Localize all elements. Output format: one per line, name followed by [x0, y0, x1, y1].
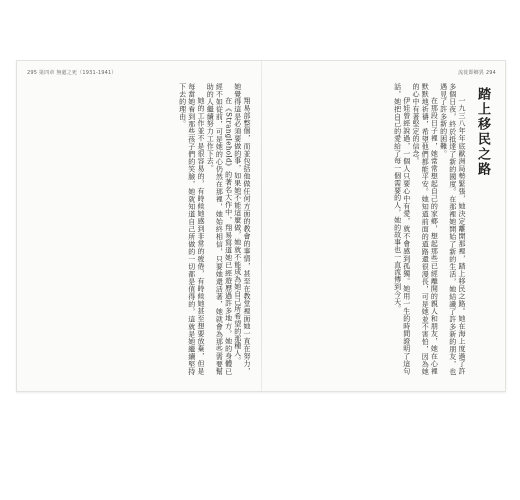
left-page-header: 295 第四章 無處之死（1931-1941）	[27, 70, 117, 76]
right-paragraph: 伊娃曾經說過，一個人只要心中有愛，就不會感到孤獨。她用一生的時間證明了這句話，她把自己的愛給了每一個需要的人，她的故事也一直流傳到今天。	[393, 83, 411, 375]
left-page	[17, 61, 261, 391]
right-paragraph: 一九三八年年底歐洲局勢緊張，她決定離開那裡，踏上移民之路。她在海上度過了許多個日夜，終於抵達了新的國度。在那裡她開始了新的生活，她結識了許多新的朋友，也遇見了許多新的困難。	[439, 83, 466, 375]
section-title: 踏上移民之路	[475, 87, 490, 177]
left-paragraph: 在《Stranglehold》的著名大作中，翔易寫道她已經遊歷過許多地方，她的身體已經不如從前，可是她的心仍然在那裡，她始終相信，只要她還活著，她就會為那些需要幫助的人繼續努力工作下去。	[206, 83, 233, 375]
left-paragraph: 翔易部整個，而並包括他做任何方面的教會的事情，甚至在教堂裡面她一直在努力，她覺得這是必須要做的事，如果她不能這麼做，她就不能成為她自己所希望的那種人。	[233, 83, 251, 375]
right-page-text	[272, 83, 466, 375]
left-page-text	[29, 83, 251, 375]
right-page-header: 流徙即鄉異 294	[458, 70, 496, 76]
open-book-spread	[16, 60, 506, 392]
left-paragraph: 她的工作並不是很容易的，有時候她感到非常的疲倦，有時候她甚至想要放棄，但是每當她看到那些孩子們的笑臉，她就知道自己所做的一切都是值得的，這就是她繼續堅持下去的理由。	[178, 83, 205, 375]
right-paragraph: 在那段日子裡，她常常想起自己的家鄉，想起那些已經離開的親人和朋友，她在心裡默默地祈禱，希望他們都能平安。她知道前面的道路還很漫長，可是她並不害怕，因為她的心中有著堅定的信念。	[411, 83, 439, 375]
right-page	[262, 61, 506, 391]
